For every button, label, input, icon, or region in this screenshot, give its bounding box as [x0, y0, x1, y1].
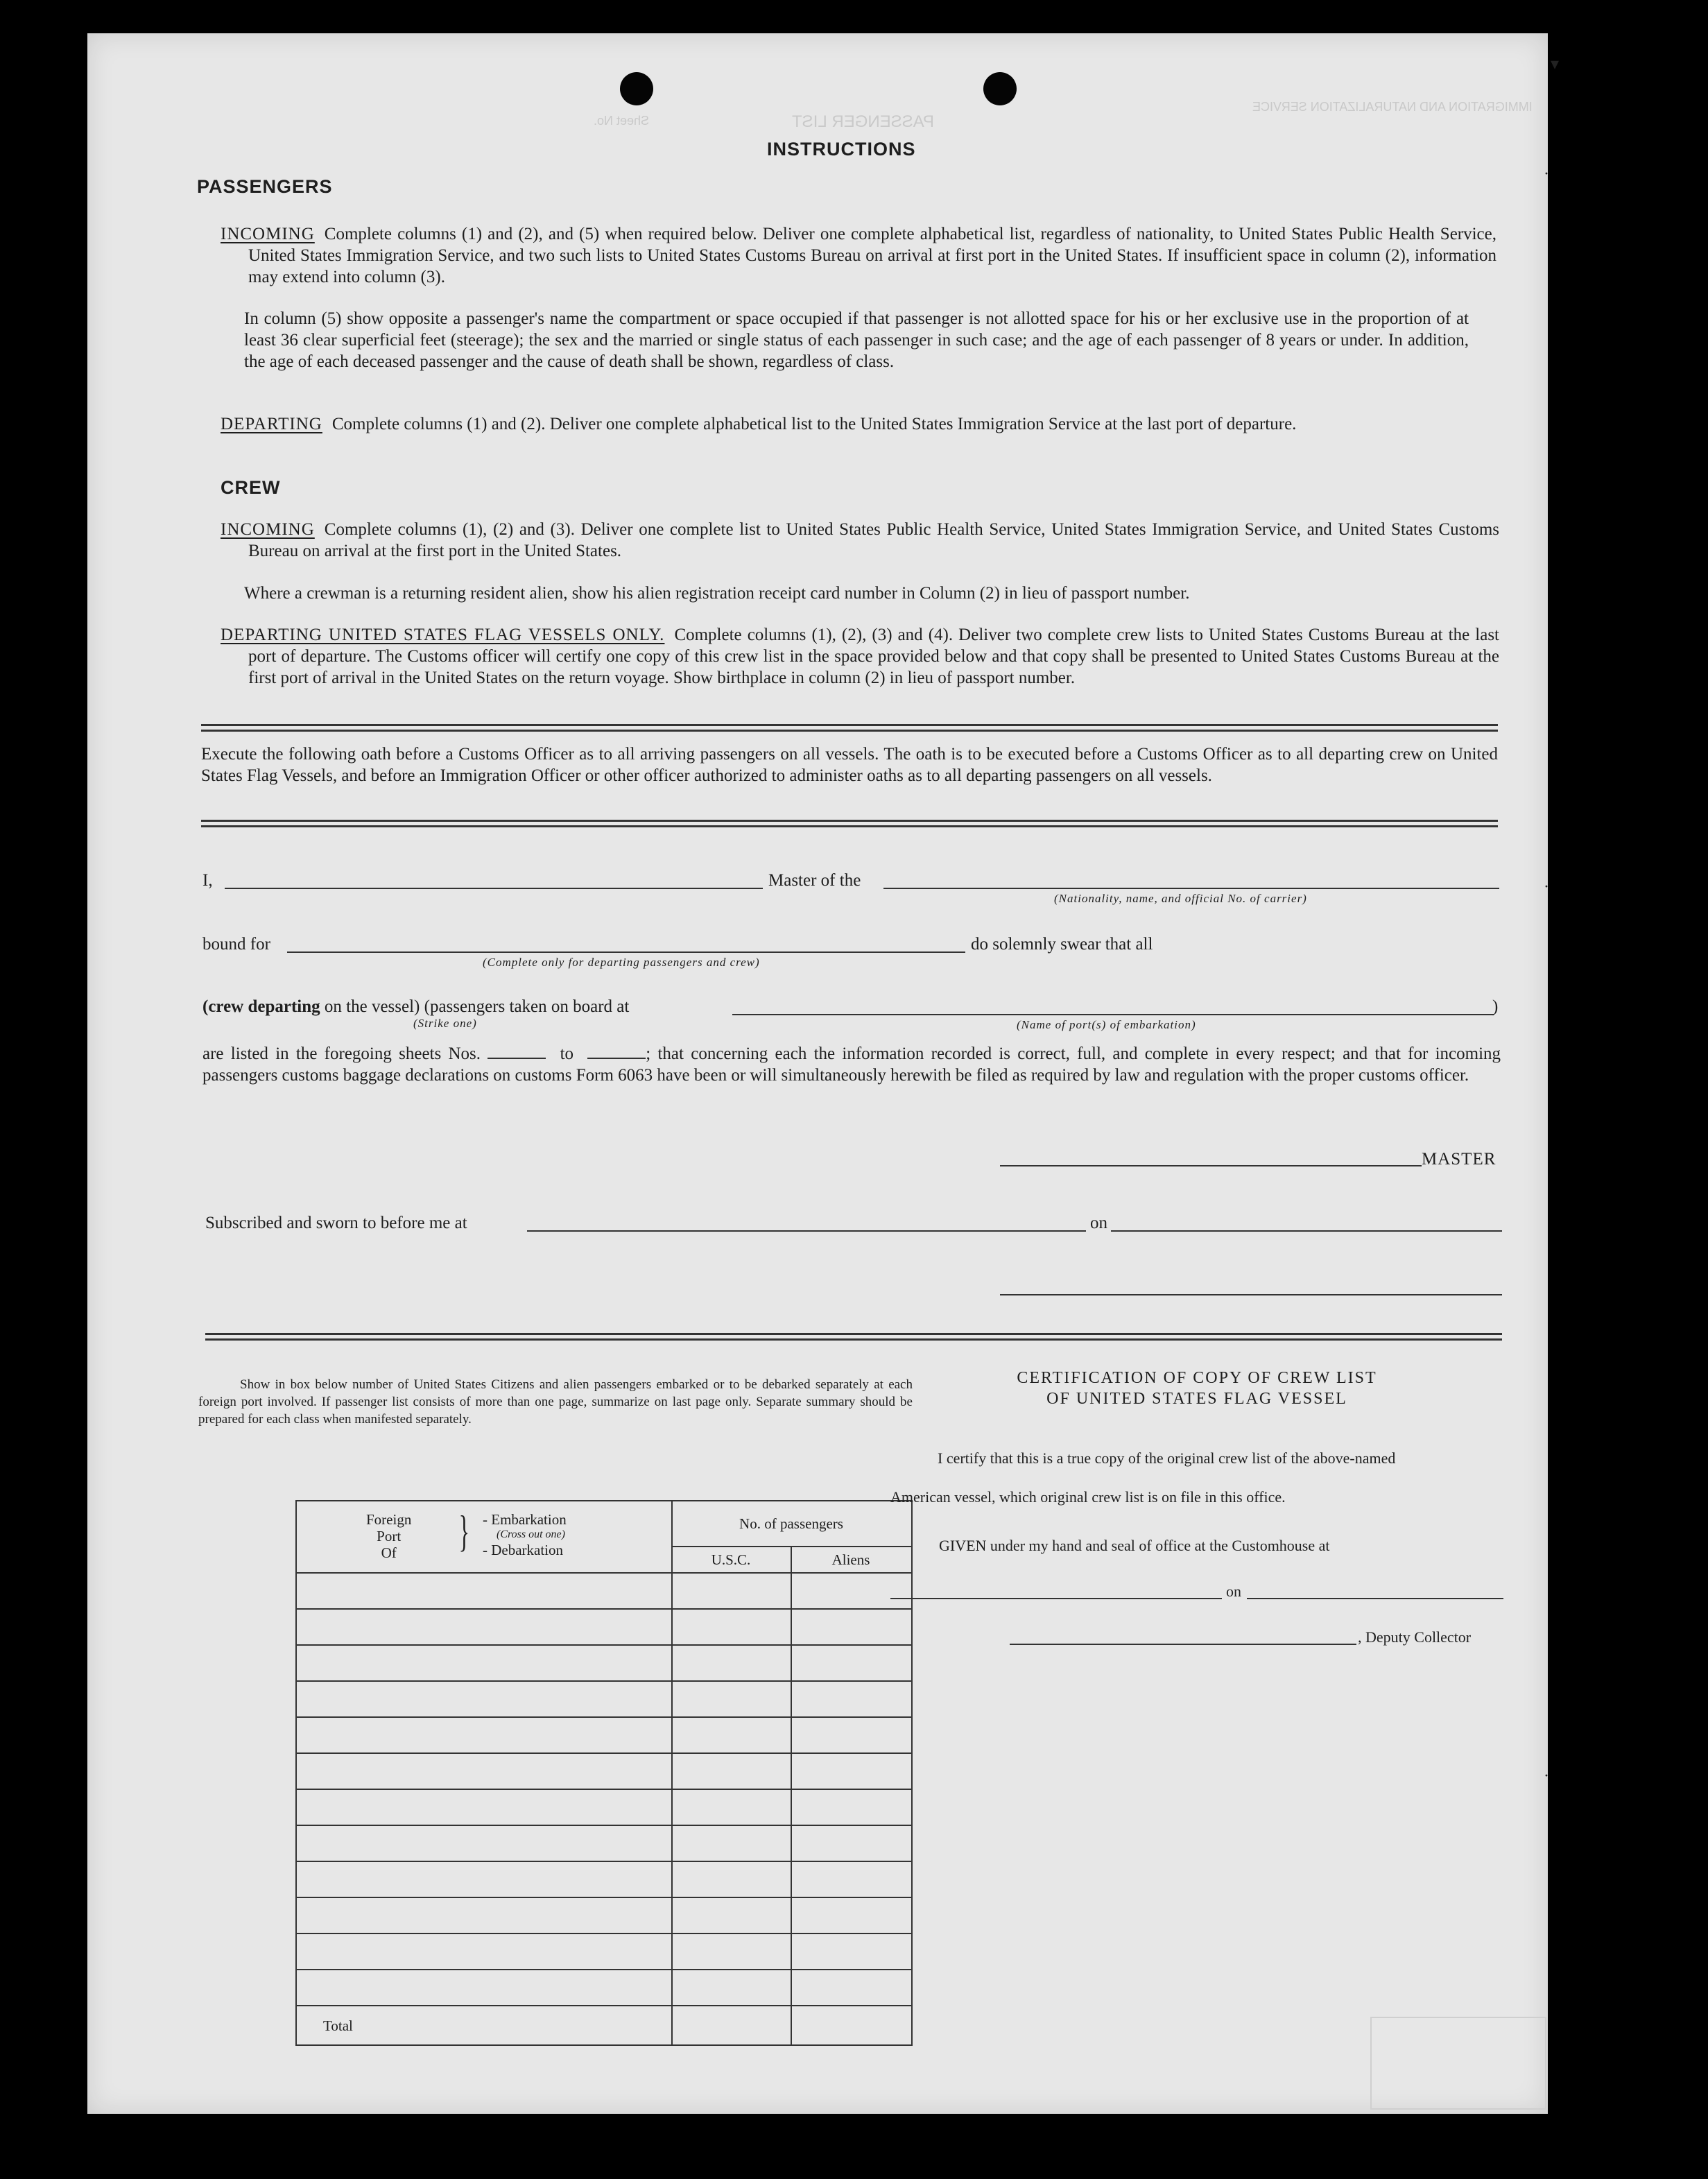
- summary-note: [198, 1376, 913, 1428]
- listed-sheets-paragraph: [202, 1043, 1501, 1086]
- on-the-vessel-text: on the vessel): [324, 997, 420, 1016]
- subscribed-label: Subscribed and sworn to before me at: [205, 1214, 467, 1232]
- double-rule-divider: [201, 724, 1498, 732]
- passengers-departing-label: DEPARTING: [221, 415, 322, 433]
- double-rule-divider: [201, 820, 1498, 827]
- punch-hole-right: [983, 72, 1017, 105]
- strike-one-caption: (Strike one): [413, 1017, 477, 1030]
- embarkation-label: - Embarkation: [483, 1511, 567, 1528]
- table-row-line: [297, 1752, 911, 1754]
- table-row-line: [297, 1680, 911, 1682]
- listed-rest: ; that concerning each the information recorded is correct, full, and complete in every respect; and that for incoming passengers customs baggage declarations on customs Form 6063 have been or will simultaneously herewith be filed as required by law and regulation with the proper customs officer.: [202, 1044, 1501, 1085]
- officer-signature-field[interactable]: [1000, 1294, 1502, 1295]
- crew-incoming-text: Complete columns (1), (2) and (3). Deliver one complete list to United States Public Health Service, United States Immigration Service, and United States Customs Bureau on arrival at the first port in the United States.: [248, 520, 1499, 560]
- passengers-departing-paragraph: [221, 413, 1496, 435]
- master-label: MASTER: [1422, 1150, 1496, 1169]
- debarkation-label: - Debarkation: [483, 1542, 564, 1558]
- oath-intro-text: Execute the following oath before a Customs Officer as to all arriving passengers on all vessels. The oath is to be executed before a Customs Officer as to all departing crew on United States Flag Vessels, and before an Immigration Officer or other officer authorized to administer oaths as to all departing passengers on all vessels.: [201, 745, 1498, 785]
- crew-departing-label: DEPARTING UNITED STATES FLAG VESSELS ONLY.: [221, 626, 665, 644]
- crew-incoming-label: INCOMING: [221, 520, 315, 539]
- sheet-from-field[interactable]: [488, 1058, 546, 1059]
- section-heading-passengers: PASSENGERS: [197, 176, 333, 197]
- close-paren: ): [1492, 997, 1499, 1016]
- port-label: Port: [377, 1528, 402, 1544]
- table-row-line: [297, 1608, 911, 1610]
- cross-out-caption: (Cross out one): [497, 1528, 565, 1540]
- table-row-line: [297, 2005, 911, 2006]
- table-row-line: [297, 1861, 911, 1862]
- carrier-field[interactable]: [883, 888, 1499, 889]
- section-heading-crew: CREW: [221, 477, 281, 498]
- no-of-passengers-header: No. of passengers: [739, 1515, 843, 1532]
- table-row-line: [297, 1897, 911, 1898]
- usc-header: U.S.C.: [711, 1551, 751, 1568]
- margin-mark: ·: [1544, 165, 1549, 183]
- passengers-incoming-text: Complete columns (1) and (2), and (5) when required below. Deliver one complete alphabetical list, regardless of nationality, to United States Public Health Service, United States Immigration Service, and two such lists to United States Customs Bureau on arrival at first port in the United States. If insufficient space in column (2), information may extend into column (3).: [248, 225, 1496, 286]
- given-line: GIVEN under my hand and seal of office at the Customhouse at: [939, 1537, 1330, 1554]
- certify-line1: I certify that this is a true copy of the original crew list of the above-named: [938, 1449, 1396, 1467]
- solemnly-swear-text: do solemnly swear that all: [971, 935, 1153, 954]
- table-divider: [671, 1546, 911, 1547]
- margin-mark: ▾: [1551, 55, 1560, 74]
- crew-departing-text: Complete columns (1), (2), (3) and (4). Deliver two complete crew lists to United States Customs Bureau at the last port of departure. The Customs officer will certify one copy of this crew list in the space provided below and that copy shall be presented to United States Customs Bureau at the first port of arrival in the United States on the return voyage. Show birthplace in column (2) in lieu of passport number.: [248, 626, 1499, 687]
- crew-resident-text: Where a crewman is a returning resident alien, show his alien registration receipt card number in Column (2) in lieu of passport number.: [244, 584, 1190, 603]
- margin-mark: ·: [1544, 1767, 1549, 1785]
- sheet-to-field[interactable]: [587, 1058, 646, 1059]
- summary-note-text: Show in box below number of United States Citizens and alien passengers embarked or to be debarked separately at each foreign port involved. If passenger list consists of more than one page, summarize on last page only. Separate summary should be prepared for each class when manifested separately.: [198, 1377, 913, 1427]
- deputy-collector-signature-field[interactable]: [1010, 1644, 1356, 1645]
- nationality-caption: (Nationality, name, and official No. of carrier): [1054, 892, 1307, 905]
- page-title: INSTRUCTIONS: [767, 139, 916, 160]
- brace-icon: }: [458, 1506, 470, 1556]
- bleed-through-text: Sheet No.: [594, 114, 650, 128]
- foreign-port-of-header: [366, 1511, 411, 1561]
- bound-for-field[interactable]: [287, 951, 965, 953]
- bleed-through-box: [1370, 2017, 1546, 2110]
- table-divider: [671, 1501, 673, 2044]
- table-row-line: [297, 1825, 911, 1826]
- table-row-line: [297, 1969, 911, 1970]
- passengers-incoming-label: INCOMING: [221, 225, 315, 243]
- to-label: to: [560, 1044, 574, 1063]
- cert-on-label: on: [1226, 1583, 1241, 1600]
- double-rule-divider: [205, 1333, 1502, 1341]
- total-row-label: Total: [323, 2017, 353, 2034]
- certification-title-line1: CERTIFICATION OF COPY OF CREW LIST: [1017, 1369, 1377, 1387]
- passengers-incoming-paragraph: [221, 223, 1496, 288]
- master-of-the-label: Master of the: [768, 871, 861, 890]
- bound-for-label: bound for: [202, 935, 270, 954]
- passengers-column5-paragraph: [244, 308, 1469, 372]
- passengers-column5-text: In column (5) show opposite a passenger's name the compartment or space occupied if that passenger is not allotted space for his or her exclusive use in the proportion of at least 36 clear superficial feet (steerage); the sex and the married or single status of each passenger in such case; and the age of each passenger of 8 years or under. In addition, the age of each deceased passenger and the cause of death shall be shown, regardless of class.: [244, 309, 1469, 371]
- deputy-collector-label: , Deputy Collector: [1358, 1628, 1472, 1646]
- certify-line2: American vessel, which original crew list is on file in this office.: [890, 1488, 1286, 1506]
- passenger-summary-table: [295, 1500, 913, 2046]
- port-caption: (Name of port(s) of embarkation): [1017, 1018, 1196, 1031]
- passengers-departing-text: Complete columns (1) and (2). Deliver one complete alphabetical list to the United States Immigration Service at the last port of departure.: [331, 415, 1297, 433]
- oath-i-label: I,: [202, 871, 213, 890]
- complete-only-caption: (Complete only for departing passengers and crew): [483, 956, 760, 969]
- punch-hole-left: [620, 72, 653, 105]
- master-signature-field[interactable]: [1000, 1165, 1422, 1166]
- passengers-taken-text: (passengers taken on board at: [424, 997, 630, 1016]
- crew-departing-option: [202, 997, 629, 1017]
- certification-title-line2: OF UNITED STATES FLAG VESSEL: [1046, 1390, 1347, 1408]
- foreign-label: Foreign: [366, 1511, 412, 1528]
- table-row-line: [297, 1789, 911, 1790]
- bleed-through-text: IMMIGRATION AND NATURALIZATION SERVICE: [1252, 100, 1533, 114]
- embarkation-options: [483, 1511, 567, 1558]
- sworn-on-label: on: [1090, 1214, 1107, 1232]
- bleed-through-text: PASSENGER LIST: [792, 112, 934, 131]
- table-row-line: [297, 1716, 911, 1718]
- certification-title: [954, 1368, 1440, 1409]
- of-label: Of: [381, 1544, 397, 1561]
- table-row-line: [297, 1644, 911, 1646]
- embarkation-port-field[interactable]: [732, 1014, 1494, 1015]
- margin-mark: ·: [1544, 878, 1549, 896]
- crew-departing-text: (crew departing: [202, 997, 320, 1016]
- sworn-place-field[interactable]: [527, 1230, 1086, 1232]
- listed-prefix: are listed in the foregoing sheets Nos.: [202, 1044, 481, 1063]
- cert-date-field[interactable]: [1247, 1598, 1503, 1599]
- master-name-field[interactable]: [225, 888, 763, 889]
- document-page: [87, 33, 1560, 2114]
- sworn-date-field[interactable]: [1111, 1230, 1502, 1232]
- oath-intro-paragraph: [201, 743, 1498, 786]
- crew-incoming-paragraph: [221, 519, 1499, 562]
- crew-resident-paragraph: [244, 583, 1478, 604]
- table-row-line: [297, 1572, 911, 1574]
- aliens-header: Aliens: [831, 1551, 870, 1568]
- crew-departing-paragraph: [221, 624, 1499, 689]
- customhouse-field[interactable]: [890, 1598, 1222, 1599]
- table-row-line: [297, 1933, 911, 1934]
